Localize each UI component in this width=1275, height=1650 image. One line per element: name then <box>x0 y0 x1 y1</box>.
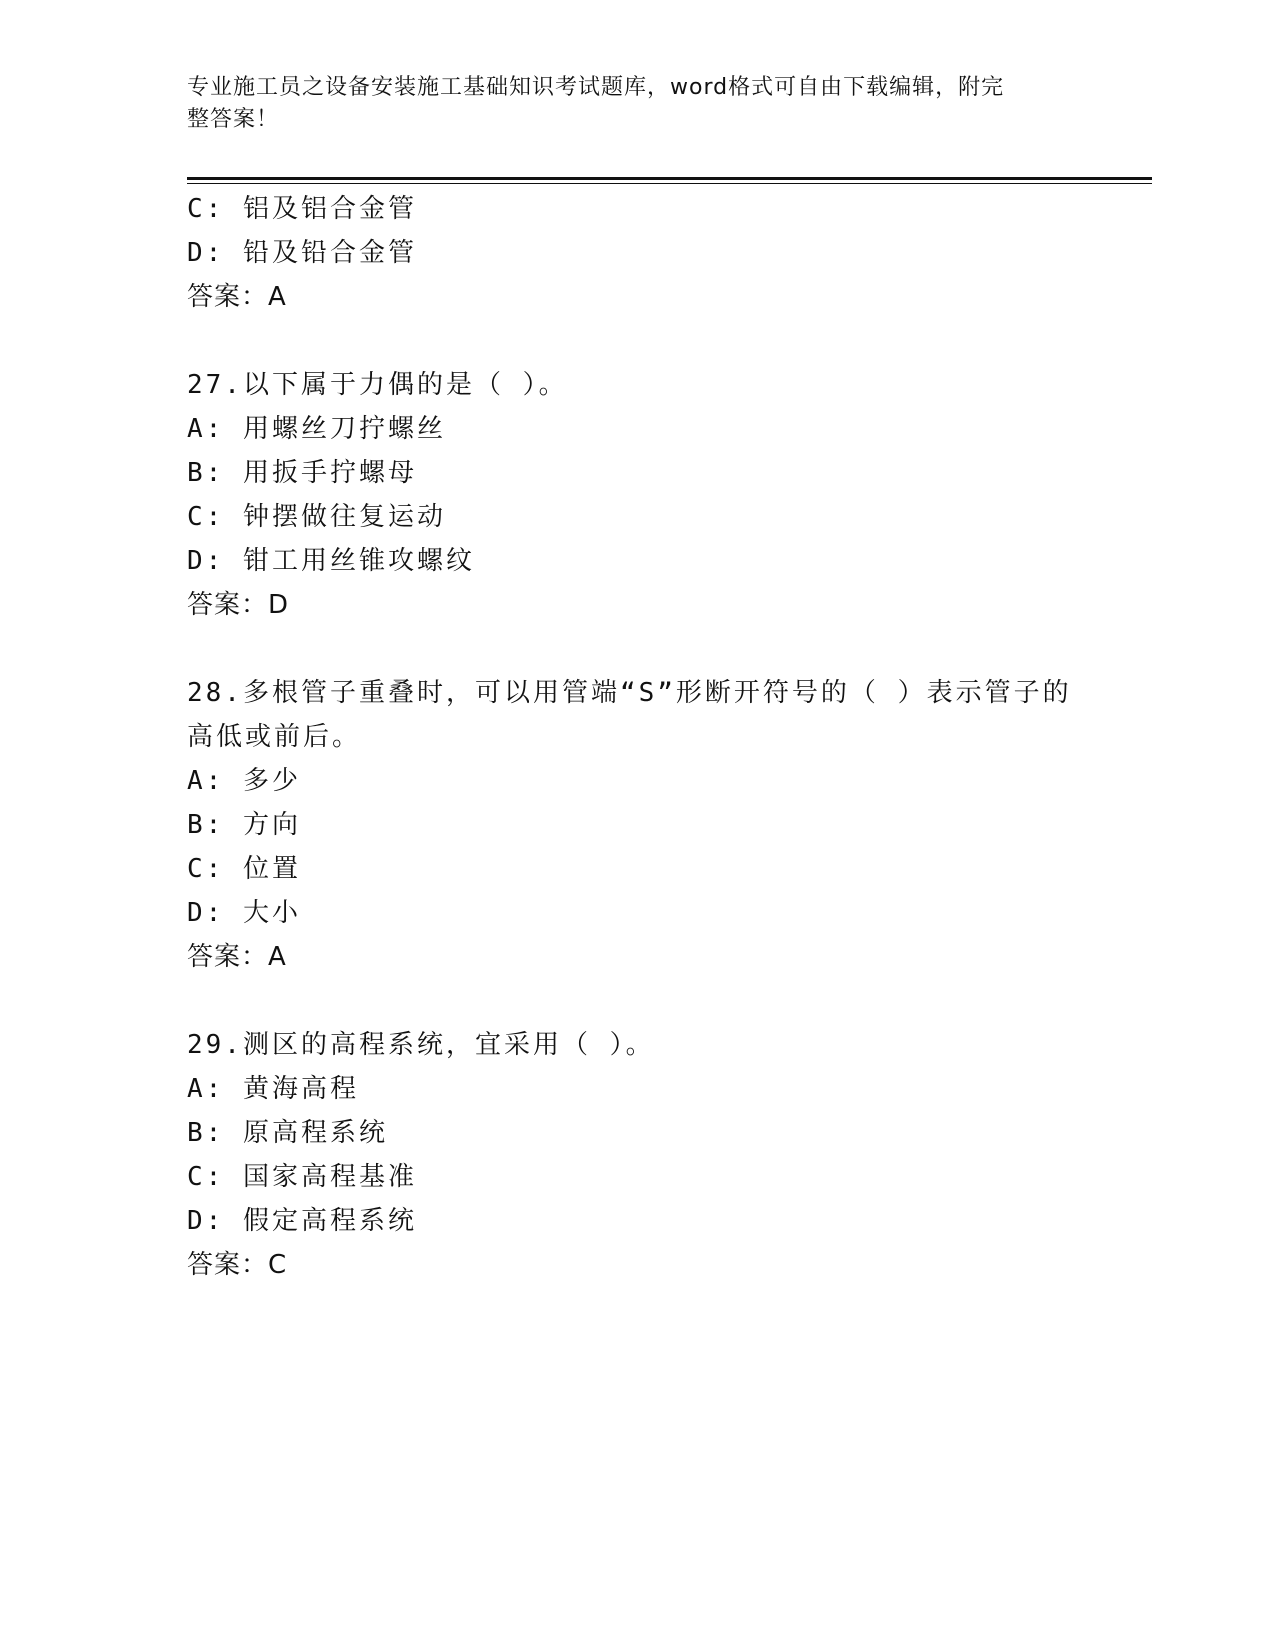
prev-option-c: C: 铝及铝合金管 <box>187 194 417 224</box>
q28-option-b: B: 方向 <box>187 810 301 840</box>
q27-option-a: A: 用螺丝刀拧螺丝 <box>187 414 446 444</box>
q28-stem-line-1: 28.多根管子重叠时，可以用管端“S”形断开符号的（ ）表示管子的 <box>187 678 1072 708</box>
header-divider-thick <box>187 177 1152 180</box>
header-divider-thin <box>187 183 1152 184</box>
document-header <box>187 72 1067 136</box>
prev-answer: 答案：A <box>187 282 287 312</box>
prev-option-d: D: 铅及铅合金管 <box>187 238 417 268</box>
q28-answer: 答案：A <box>187 942 287 972</box>
q29-option-a: A: 黄海高程 <box>187 1074 359 1104</box>
q28-option-a: A: 多少 <box>187 766 301 796</box>
q27-option-b: B: 用扳手拧螺母 <box>187 458 417 488</box>
q28-stem-line-2: 高低或前后。 <box>187 722 362 752</box>
q27-stem: 27.以下属于力偶的是（ ）。 <box>187 370 568 400</box>
q27-option-d: D: 钳工用丝锥攻螺纹 <box>187 546 475 576</box>
q28-option-d: D: 大小 <box>187 898 301 928</box>
q27-answer: 答案：D <box>187 590 290 620</box>
q29-option-d: D: 假定高程系统 <box>187 1206 417 1236</box>
header-line-2: 整答案！ <box>187 107 280 132</box>
q29-answer: 答案：C <box>187 1250 288 1280</box>
q29-stem: 29.测区的高程系统，宜采用（ ）。 <box>187 1030 655 1060</box>
q28-option-c: C: 位置 <box>187 854 301 884</box>
q29-option-b: B: 原高程系统 <box>187 1118 388 1148</box>
header-line-1: 专业施工员之设备安装施工基础知识考试题库，word格式可自由下载编辑，附完 <box>187 75 1005 100</box>
q27-option-c: C: 钟摆做往复运动 <box>187 502 446 532</box>
q29-option-c: C: 国家高程基准 <box>187 1162 417 1192</box>
